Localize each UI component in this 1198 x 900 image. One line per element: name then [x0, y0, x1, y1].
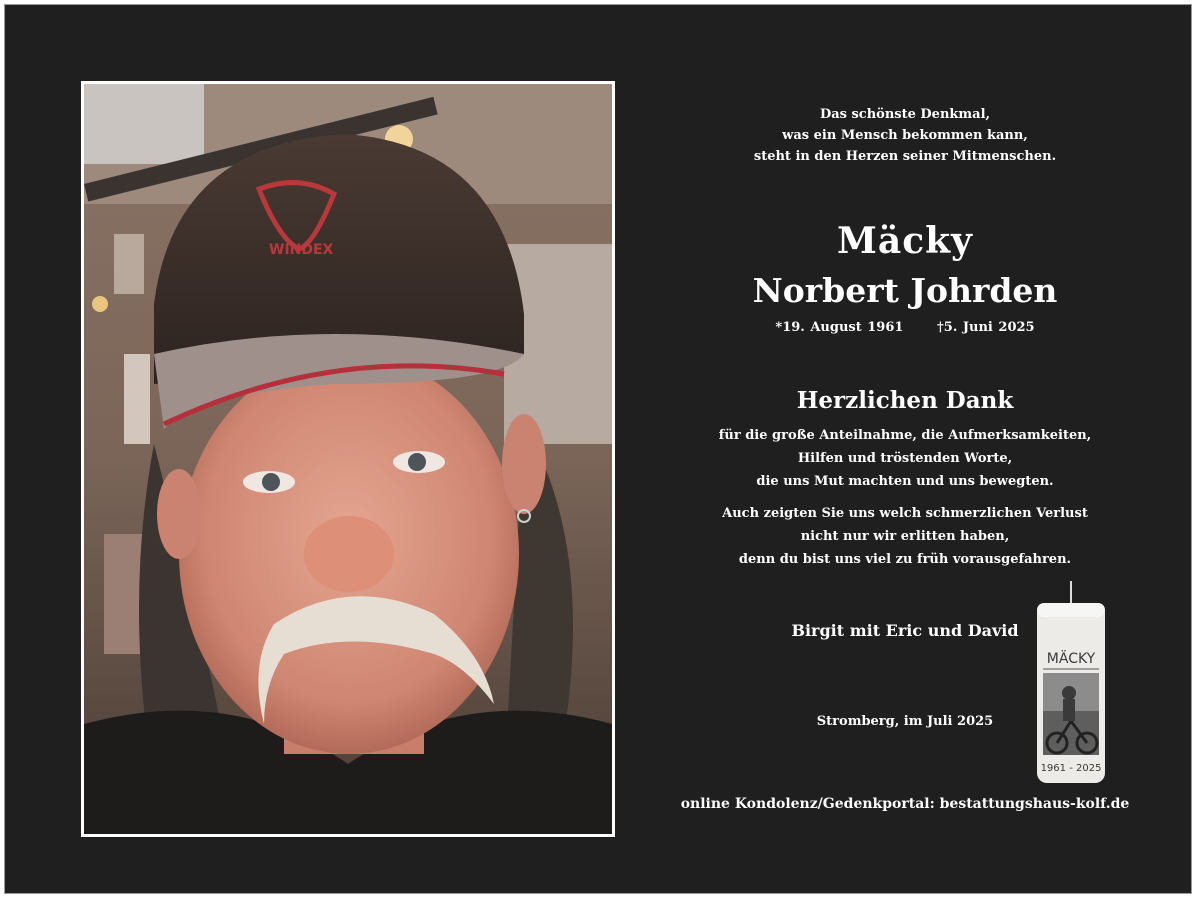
family-signature: Birgit mit Eric und David [791, 621, 1019, 640]
candle-years: 1961 - 2025 [1040, 763, 1102, 774]
motto-quote [645, 104, 1165, 167]
memorial-candle-image [1031, 581, 1111, 787]
thanks-heading: Herzlichen Dank [796, 387, 1014, 414]
motto-line: steht in den Herzen seiner Mitmenschen. [753, 149, 1057, 164]
thanks-line: Auch zeigten Sie uns welch schmerzlichen Verlust [722, 506, 1088, 521]
birth-date: *19. August 1961 [775, 320, 904, 335]
condolence-portal-link[interactable]: online Kondolenz/Gedenkportal: bestattungshaus-kolf.de [680, 796, 1130, 812]
life-dates [645, 320, 1165, 335]
thanks-line: die uns Mut machten und uns bewegten. [756, 474, 1054, 489]
place-and-date: Stromberg, im Juli 2025 [816, 714, 994, 729]
svg-text:WINDEX: WINDEX [269, 242, 334, 258]
thanks-line: nicht nur wir erlitten haben, [800, 529, 1010, 544]
motto-line: Das schönste Denkmal, [819, 107, 991, 122]
deceased-nickname: Mäcky [837, 220, 973, 262]
deceased-full-name: Norbert Johrden [752, 271, 1058, 310]
obituary-card [4, 4, 1192, 894]
candle-label: MÄCKY [1046, 651, 1096, 667]
motto-line: was ein Mensch bekommen kann, [782, 128, 1028, 143]
thanks-paragraph-1 [645, 424, 1165, 493]
thanks-paragraph-2 [645, 502, 1165, 571]
thanks-line: Hilfen und tröstenden Worte, [797, 451, 1013, 466]
portrait-photo [81, 81, 615, 837]
thanks-line: denn du bist uns viel zu früh vorausgefahren. [738, 552, 1072, 567]
death-date: †5. Juni 2025 [936, 320, 1035, 335]
thanks-line: für die große Anteilnahme, die Aufmerksamkeiten, [718, 428, 1092, 443]
